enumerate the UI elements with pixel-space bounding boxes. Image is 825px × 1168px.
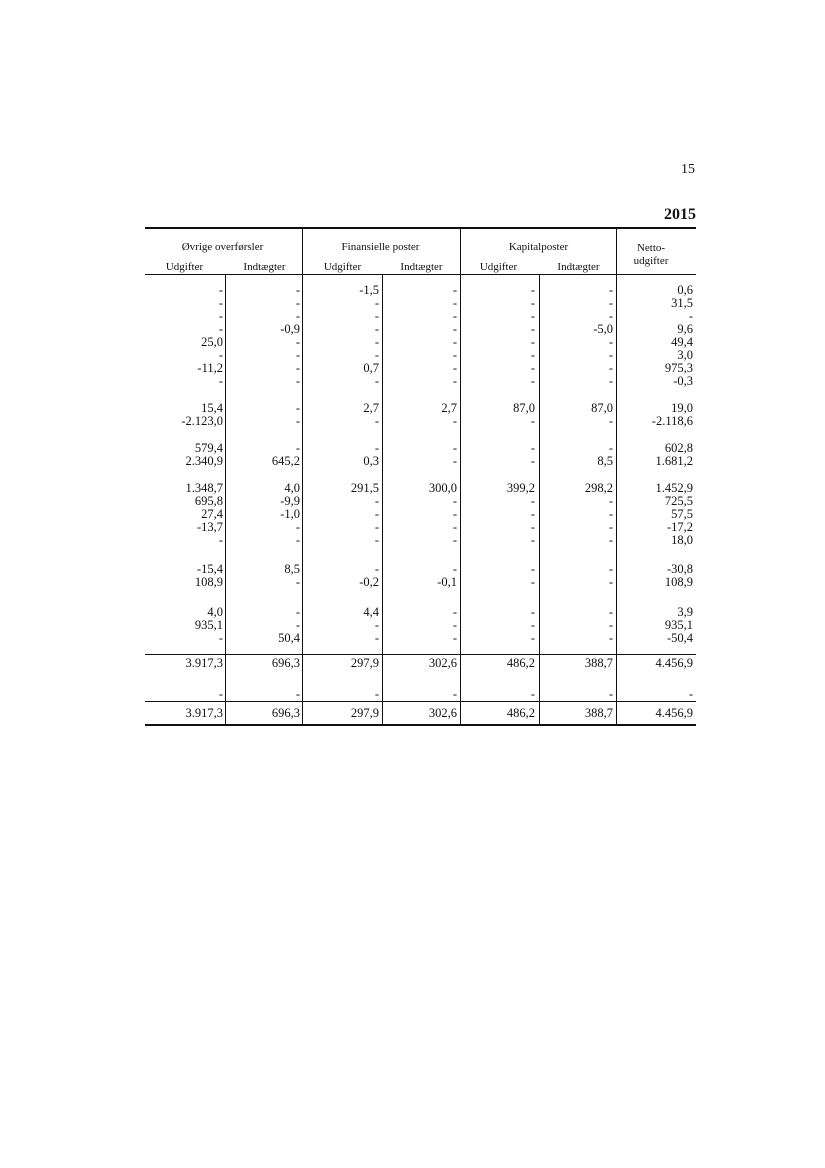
table-cell: - [608,562,613,576]
table-cell: -2.123,0 [181,414,223,428]
table-cell: - [452,283,457,297]
table-cell: 49,4 [671,335,693,349]
table-cell: - [530,361,535,375]
table-cell: 18,0 [671,533,693,547]
table-cell: 388,7 [584,706,613,720]
table-cell: -15,4 [196,562,223,576]
table-cell: - [530,283,535,297]
table-cell: - [530,631,535,645]
table-cell: - [295,374,300,388]
table-cell: 300,0 [428,481,457,495]
table-cell: - [374,533,379,547]
page-number: 15 [681,162,695,177]
table-cell: - [218,309,223,323]
subheader-udgifter: Udgifter [323,261,362,273]
table-cell: - [452,309,457,323]
table-cell: 25,0 [201,335,223,349]
subheader-indtaegter: Indtægter [243,261,286,273]
table-cell: 695,8 [194,494,223,508]
table-cell: - [452,454,457,468]
table-cell: 602,8 [664,441,693,455]
table-cell: - [608,533,613,547]
table-cell: 50,4 [278,631,300,645]
table-cell: 4,0 [207,605,223,619]
table-cell: -17,2 [666,520,693,534]
table-cell: - [452,520,457,534]
table-cell: - [218,687,223,701]
table-cell: - [608,687,613,701]
header-netto-udgifter [611,242,691,268]
header-kapitalposter: Kapitalposter [508,241,569,253]
table-cell: -2.118,6 [651,414,693,428]
table-cell: 108,9 [194,575,223,589]
table-cell: - [452,533,457,547]
table-cell: - [374,374,379,388]
table-cell: - [608,361,613,375]
table-cell: 725,5 [664,494,693,508]
table-cell: - [295,533,300,547]
table-cell: - [530,605,535,619]
table-cell: - [295,441,300,455]
table-cell: -0,2 [359,575,379,589]
table-cell: 15,4 [201,401,223,415]
table-cell: 8,5 [284,562,300,576]
table-cell: 0,7 [363,361,379,375]
table-cell: - [374,562,379,576]
table-cell: -11,2 [197,361,223,375]
table-cell: - [530,309,535,323]
table-cell: 3.917,3 [185,706,223,720]
table-cell: - [374,507,379,521]
group-separator [302,227,303,726]
table-cell: 297,9 [350,656,379,670]
table-cell: - [608,283,613,297]
table-cell: - [452,348,457,362]
table-cell: - [530,533,535,547]
table-cell: - [295,335,300,349]
table-cell: - [608,605,613,619]
table-cell: - [295,618,300,632]
subheader-udgifter: Udgifter [165,261,204,273]
table-cell: 388,7 [584,656,613,670]
table-cell: 31,5 [671,296,693,310]
table-cell: - [452,562,457,576]
table-cell: - [218,283,223,297]
table-cell: - [608,494,613,508]
table-cell: - [295,605,300,619]
table-cell: - [530,494,535,508]
table-cell: 4.456,9 [655,656,693,670]
table-cell: - [374,494,379,508]
table-cell: - [530,575,535,589]
subtotal-rule [145,654,696,655]
table-cell: - [218,322,223,336]
table-cell: - [374,296,379,310]
table-cell: 1.452,9 [655,481,693,495]
table-cell: -30,8 [666,562,693,576]
table-cell: - [608,296,613,310]
header-netto-line2: udgifter [633,255,669,267]
table-cell: - [608,441,613,455]
table-cell: - [374,687,379,701]
table-cell: - [374,618,379,632]
table-cell: - [530,687,535,701]
table-cell: - [452,322,457,336]
table-cell: - [452,374,457,388]
table-cell: - [295,414,300,428]
table-cell: 297,9 [350,706,379,720]
table-cell: - [295,283,300,297]
table-cell: - [530,296,535,310]
table-cell: - [530,562,535,576]
table-cell: -0,1 [437,575,457,589]
table-cell: - [688,687,693,701]
table-cell: - [374,520,379,534]
total-bottom-rule [145,724,696,726]
table-cell: - [374,631,379,645]
table-cell: -1,5 [359,283,379,297]
table-cell: 645,2 [271,454,300,468]
table-cell: - [452,441,457,455]
total-top-rule [145,701,696,702]
table-cell: 108,9 [664,575,693,589]
table-cell: - [218,348,223,362]
table-cell: - [688,309,693,323]
table-cell: - [452,361,457,375]
table-cell: 486,2 [506,656,535,670]
table-cell: - [452,605,457,619]
table-cell: - [452,618,457,632]
subheader-indtaegter: Indtægter [557,261,600,273]
table-cell: -0,3 [673,374,693,388]
table-cell: 302,6 [428,656,457,670]
table-cell: 4,4 [363,605,379,619]
table-cell: 8,5 [597,454,613,468]
table-cell: - [608,618,613,632]
table-cell: -5,0 [593,322,613,336]
table-cell: - [295,361,300,375]
year-heading: 2015 [664,206,696,223]
table-cell: - [295,401,300,415]
table-cell: -50,4 [666,631,693,645]
subheader-indtaegter: Indtægter [400,261,443,273]
table-cell: - [374,322,379,336]
table-cell: - [295,520,300,534]
table-cell: 4.456,9 [655,706,693,720]
table-cell: - [608,335,613,349]
table-cell: - [530,374,535,388]
table-cell: - [295,348,300,362]
table-cell: - [218,533,223,547]
table-cell: - [608,348,613,362]
table-cell: - [295,296,300,310]
table-cell: 291,5 [350,481,379,495]
table-cell: 87,0 [591,401,613,415]
table-cell: 2.340,9 [185,454,223,468]
table-cell: - [530,335,535,349]
table-cell: 935,1 [664,618,693,632]
header-bottom-rule [145,274,696,275]
table-cell: 2,7 [363,401,379,415]
table-cell: - [530,348,535,362]
table-cell: - [530,618,535,632]
table-cell: - [608,374,613,388]
table-cell: 57,5 [671,507,693,521]
table-cell: 87,0 [513,401,535,415]
table-cell: - [374,309,379,323]
table-cell: -9,9 [280,494,300,508]
table-cell: - [608,520,613,534]
table-cell: 399,2 [506,481,535,495]
table-cell: - [608,309,613,323]
header-finansielle-poster: Finansielle poster [341,241,420,253]
table-cell: - [452,296,457,310]
table-cell: - [452,494,457,508]
table-cell: - [452,507,457,521]
table-cell: - [452,335,457,349]
table-cell: 19,0 [671,401,693,415]
table-cell: 486,2 [506,706,535,720]
table-cell: - [608,575,613,589]
table-cell: - [452,687,457,701]
table-cell: 302,6 [428,706,457,720]
table-cell: - [452,414,457,428]
table-cell: - [295,575,300,589]
table-cell: - [608,414,613,428]
table-cell: 0,6 [677,283,693,297]
table-cell: - [530,454,535,468]
table-cell: 4,0 [284,481,300,495]
table-cell: - [608,507,613,521]
table-cell: - [608,631,613,645]
subheader-udgifter: Udgifter [479,261,518,273]
table-cell: - [530,520,535,534]
table-cell: -1,0 [280,507,300,521]
table-cell: 1.681,2 [655,454,693,468]
table-cell: 298,2 [584,481,613,495]
table-cell: - [374,414,379,428]
table-cell: - [530,507,535,521]
table-cell: 0,3 [363,454,379,468]
table-cell: - [295,309,300,323]
header-netto-line1: Netto- [636,242,666,254]
table-cell: 696,3 [271,706,300,720]
table-cell: 579,4 [194,441,223,455]
table-cell: -13,7 [196,520,223,534]
table-cell: - [295,687,300,701]
header-oevrige-overfoersler: Øvrige overførsler [181,241,264,253]
table-cell: - [530,322,535,336]
table-cell: - [218,374,223,388]
table-cell: 3.917,3 [185,656,223,670]
table-cell: 2,7 [441,401,457,415]
table-cell: 27,4 [201,507,223,521]
table-cell: 1.348,7 [185,481,223,495]
table-cell: 975,3 [664,361,693,375]
table-cell: - [374,441,379,455]
table-cell: 935,1 [194,618,223,632]
table-cell: - [374,335,379,349]
table-top-rule [145,227,696,229]
table-cell: - [374,348,379,362]
table-cell: - [530,414,535,428]
table-cell: 696,3 [271,656,300,670]
budget-table [145,227,696,727]
table-cell: - [218,631,223,645]
table-cell: - [218,296,223,310]
table-cell: 9,6 [677,322,693,336]
table-cell: - [530,441,535,455]
table-cell: - [452,631,457,645]
table-cell: 3,9 [677,605,693,619]
table-cell: -0,9 [280,322,300,336]
group-separator [616,227,617,726]
table-cell: 3,0 [677,348,693,362]
